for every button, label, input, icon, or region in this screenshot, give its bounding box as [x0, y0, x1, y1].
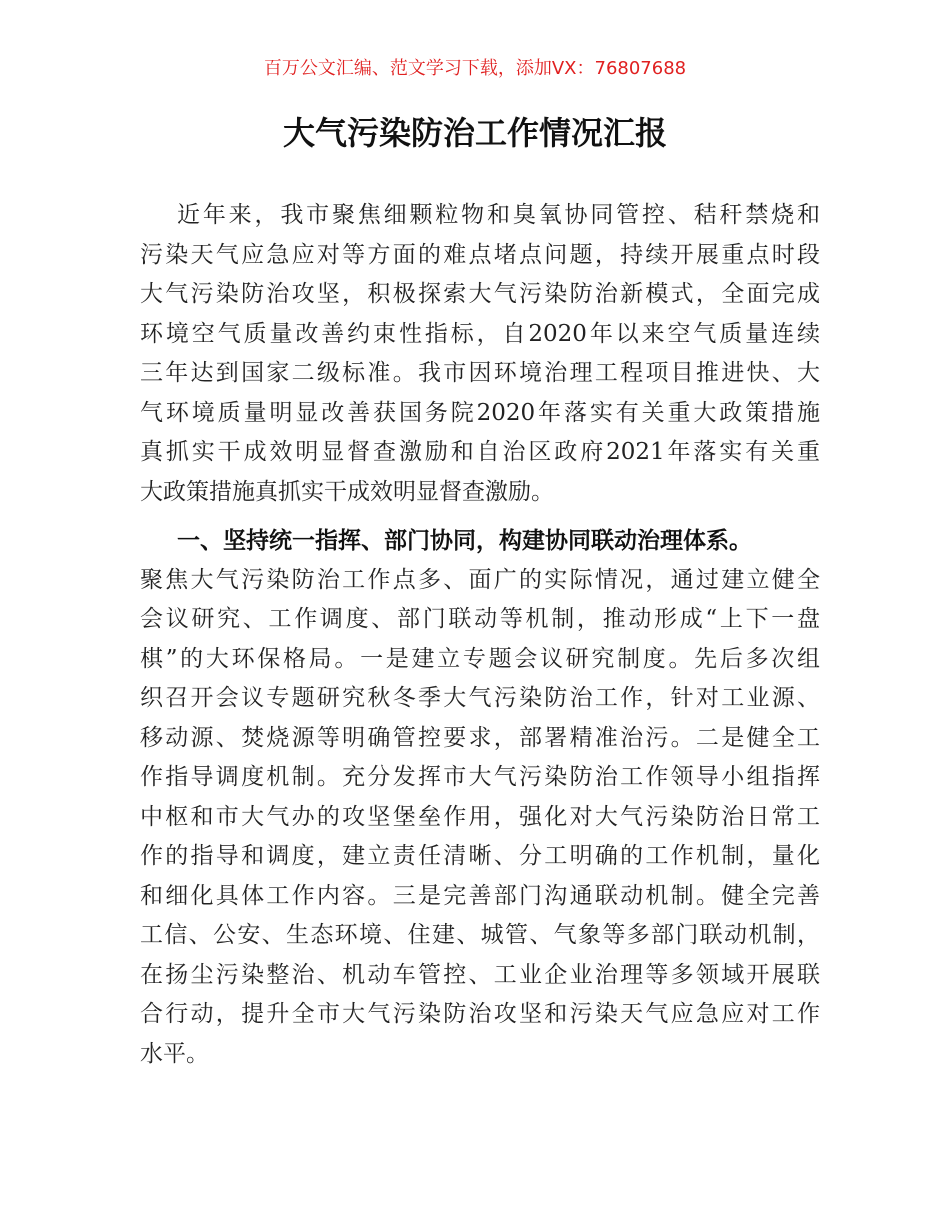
- paragraph-line: 大政策措施真抓实干成效明显督查激励。: [140, 478, 554, 505]
- paragraph-line: 污染天气应急应对等方面的难点堵点问题，持续开展重点时段: [140, 241, 820, 268]
- paragraph-line: 在扬尘污染整治、机动车管控、工业企业治理等多领域开展联: [140, 961, 820, 988]
- paragraph-line: 大气污染防治攻坚，积极探索大气污染防治新模式，全面完成: [140, 281, 820, 307]
- paragraph-gap: [140, 512, 820, 521]
- document-title: 大气污染防治工作情况汇报: [282, 114, 667, 152]
- paragraph-line: 中枢和市大气办的攻坚堡垒作用，强化对大气污染防治日常工: [140, 803, 820, 830]
- paragraph-line: 作指导调度机制。充分发挥市大气污染防治工作领导小组指挥: [140, 764, 820, 790]
- paragraph-line: 作的指导和调度，建立责任清晰、分工明确的工作机制，量化: [140, 843, 820, 869]
- paragraph-line: 和细化具体工作内容。三是完善部门沟通联动机制。健全完善: [140, 882, 820, 909]
- paragraph-line: 会议研究、工作调度、部门联动等机制，推动形成“上下一盘: [140, 606, 820, 632]
- paragraph-line: 聚焦大气污染防治工作点多、面广的实际情况，通过建立健全: [140, 566, 820, 593]
- paragraph-line: 环境空气质量改善约束性指标，自2020年以来空气质量连续: [140, 320, 820, 347]
- paragraph-line: 工信、公安、生态环境、住建、城管、气象等多部门联动机制，: [140, 922, 820, 948]
- section-1: [140, 521, 820, 1074]
- paragraph-line: 真抓实干成效明显督查激励和自治区政府2021年落实有关重: [140, 439, 820, 465]
- paragraph-line: 三年达到国家二级标准。我市因环境治理工程项目推进快、大: [140, 360, 820, 386]
- paragraph-line: 近年来，我市聚焦细颗粒物和臭氧协同管控、秸秆禁烧和: [177, 202, 820, 228]
- paragraph-line: 气环境质量明显改善获国务院2020年落实有关重大政策措施: [140, 399, 820, 426]
- header-note: 百万公文汇编、范文学习下载，添加VX：76807688: [263, 58, 687, 79]
- paragraph-line: 合行动，提升全市大气污染防治攻坚和污染天气应急应对工作: [140, 1001, 820, 1027]
- paragraph-intro: [140, 196, 820, 512]
- paragraph-line: 水平。: [140, 1040, 209, 1067]
- paragraph-line: 移动源、焚烧源等明确管控要求，部署精准治污。二是健全工: [140, 724, 820, 751]
- document-body: [140, 196, 820, 1074]
- paragraph-line: 织召开会议专题研究秋冬季大气污染防治工作，针对工业源、: [140, 685, 820, 711]
- paragraph-line: 棋”的大环保格局。一是建立专题会议研究制度。先后多次组: [140, 645, 820, 672]
- section-heading: 一、坚持统一指挥、部门协同，构建协同联动治理体系。: [177, 527, 752, 554]
